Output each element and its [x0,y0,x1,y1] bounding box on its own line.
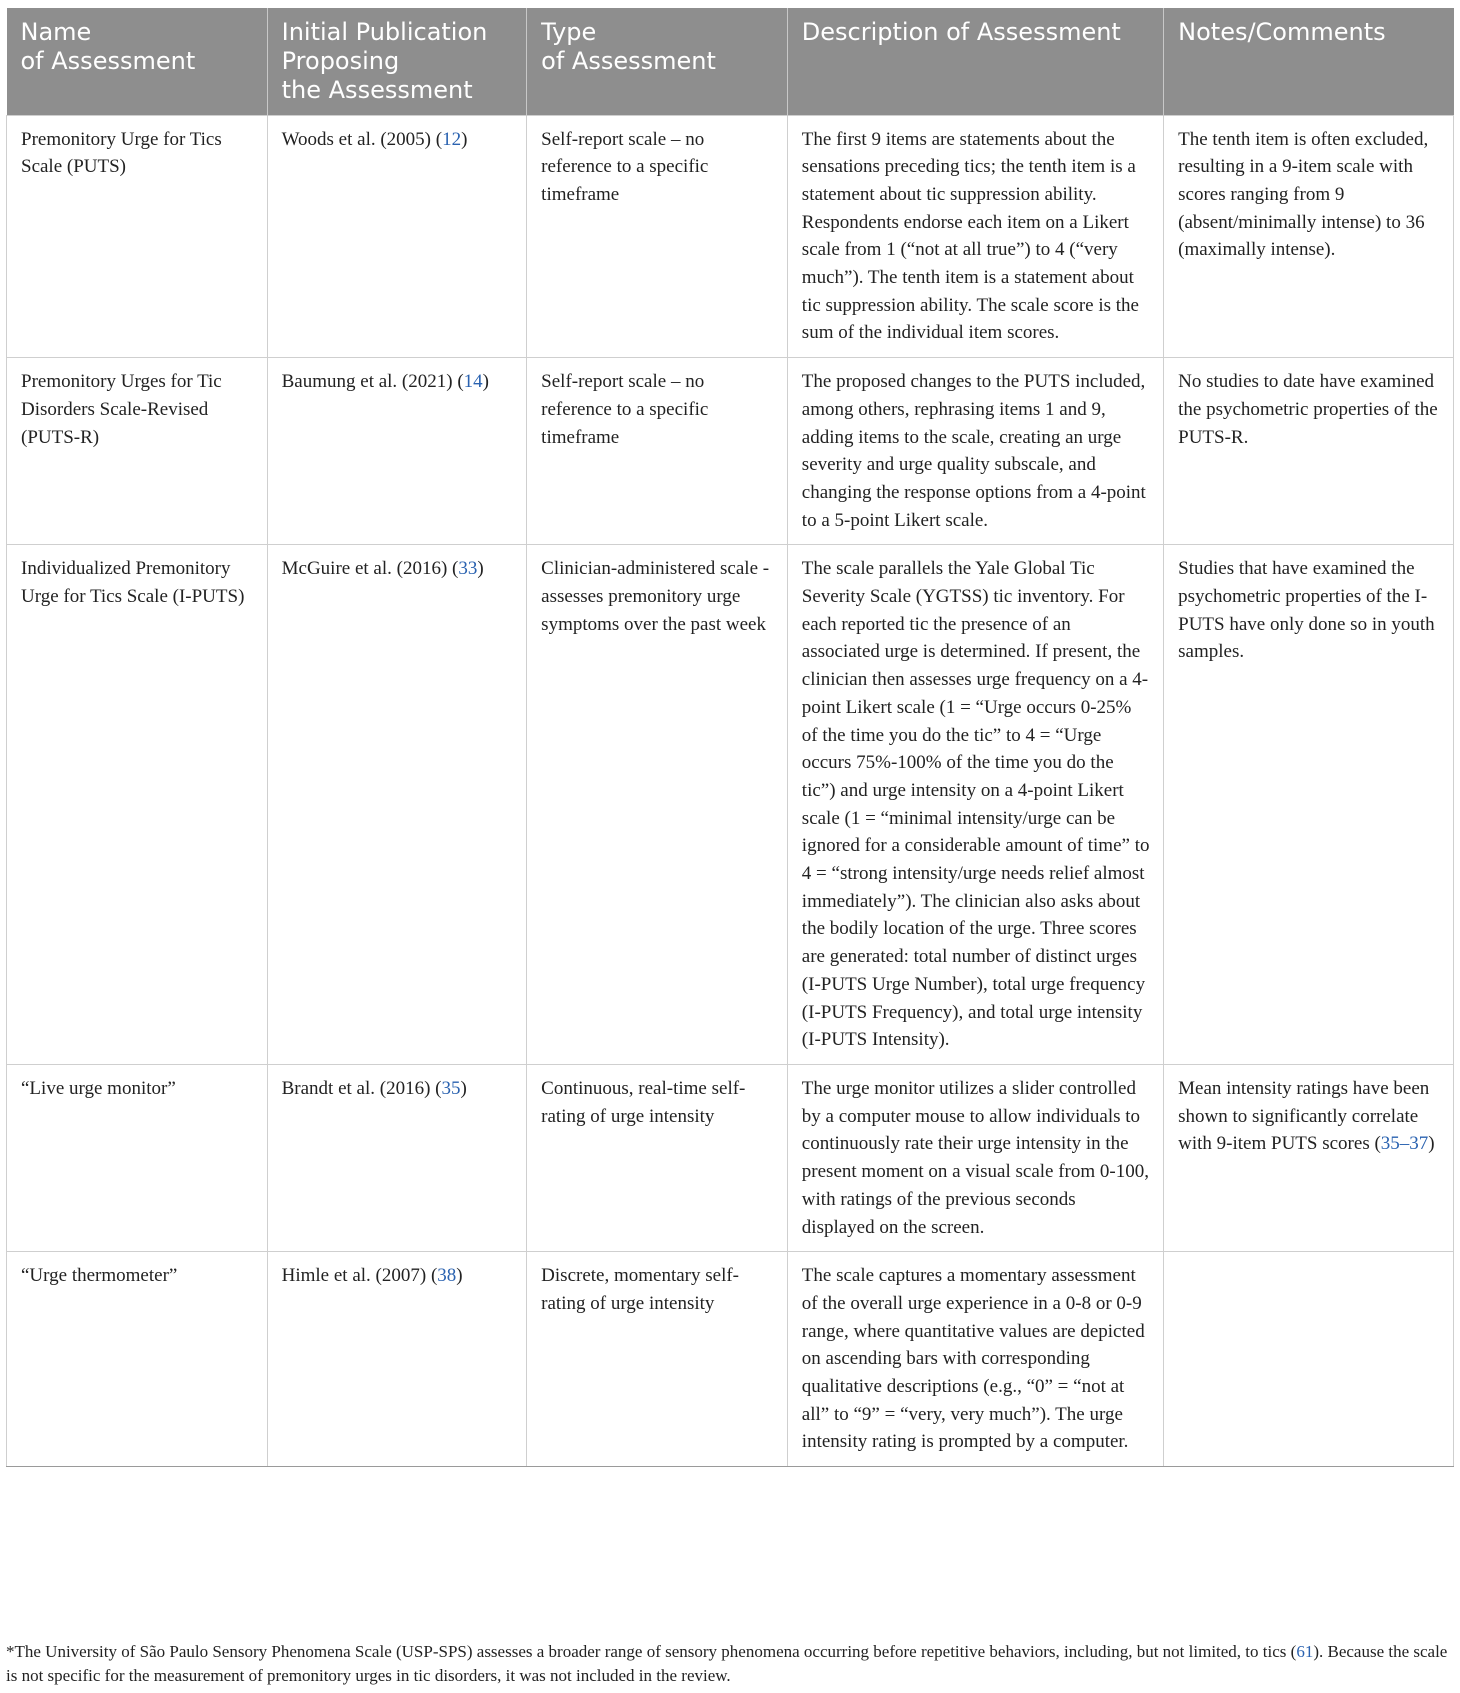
cell-description: The urge monitor utilizes a slider controlled by a computer mouse to allow individuals to continuously rate their urge intensity in the present moment on a visual scale from 0-100, with ratings of the previous seconds displayed on the screen. [787,1065,1163,1252]
footnote-text: *The University of São Paulo Sensory Phenomena Scale (USP-SPS) assesses a broader range of sensory phenomena occurring before repetitive behaviors, including, but not limited, to tics ( [6,1642,1297,1661]
table-row [7,358,1454,545]
citation-link[interactable]: 61 [1296,1642,1314,1661]
table-header-row [7,8,1454,115]
notes-text-end: ) [1428,1133,1435,1155]
cell-description: The scale parallels the Yale Global Tic Severity Scale (YGTSS) tic inventory. For each reported tic the presence of an associated urge is determined. If present, the clinician then assesses urge frequency on a 4-point Likert scale (1 = “Urge occurs 0-25% of the time you do the tic” to 4 = “Urge occurs 75%-100% of the time you do the tic”) and urge intensity on a 4-point Likert scale (1 = “minimal intensity/urge can be ignored for a considerable amount of time” to 4 = “strong intensity/urge needs relief almost immediately”). The clinician also asks about the bodily location of the urge. Three scores are generated: total number of distinct urges (I-PUTS Urge Number), total urge frequency (I-PUTS Frequency), and total urge intensity (I-PUTS Intensity). [787,545,1163,1065]
publication-text: Baumung et al. (2021) ( [281,371,464,393]
header-publication: Initial Publication Proposing the Assessment [267,8,527,115]
table-footnote [6,1640,1458,1688]
header-name: Name of Assessment [7,8,268,115]
cell-name: Premonitory Urges for Tic Disorders Scale-Revised (PUTS-R) [7,358,268,545]
cell-publication: Baumung et al. (2021) (14) [267,358,527,545]
cell-type: Self-report scale – no reference to a specific timeframe [527,115,788,358]
cell-type: Discrete, momentary self-rating of urge intensity [527,1252,788,1467]
cell-notes [1164,1065,1454,1252]
cell-description: The proposed changes to the PUTS included, among others, rephrasing items 1 and 9, adding items to the scale, creating an urge severity and urge quality subscale, and changing the response options from a 4-point to a 5-point Likert scale. [787,358,1163,545]
table-row [7,1065,1454,1252]
table-row [7,1252,1454,1467]
cell-publication: McGuire et al. (2016) (33) [267,545,527,1065]
cell-type: Clinician-administered scale - assesses premonitory urge symptoms over the past week [527,545,788,1065]
footnote-text-end: ). Because the scale is not specific for the measurement of premonitory urges in tic disorders, it was not included in the review. [6,1642,1448,1685]
publication-text: Woods et al. (2005) ( [281,128,443,150]
header-type: Type of Assessment [527,8,788,115]
citation-link[interactable]: 35–37 [1380,1133,1429,1155]
citation-link[interactable]: 12 [442,128,462,150]
cell-name: “Live urge monitor” [7,1065,268,1252]
cell-name: “Urge thermometer” [7,1252,268,1467]
header-notes: Notes/Comments [1164,8,1454,115]
cell-publication: Brandt et al. (2016) (35) [267,1065,527,1252]
citation-link[interactable]: 14 [463,371,483,393]
cell-notes: The tenth item is often excluded, resulting in a 9-item scale with scores ranging from 9 (absent/minimally intense) to 36 (maximally intense). [1164,115,1454,358]
publication-text: Brandt et al. (2016) ( [281,1078,442,1099]
header-description: Description of Assessment [787,8,1163,115]
cell-notes: No studies to date have examined the psychometric properties of the PUTS-R. [1164,358,1454,545]
cell-description: The scale captures a momentary assessment of the overall urge experience in a 0-8 or 0-9 range, where quantitative values are depicted on ascending bars with corresponding qualitative descriptions (e.g., “0” = “not at all” to “9” = “very, very much”). The urge intensity rating is prompted by a computer. [787,1252,1163,1467]
cell-notes: Studies that have examined the psychometric properties of the I-PUTS have only done so in youth samples. [1164,545,1454,1065]
citation-link[interactable]: 38 [437,1265,457,1287]
publication-text: McGuire et al. (2016) ( [281,558,459,580]
cell-publication: Woods et al. (2005) (12) [267,115,527,358]
citation-link[interactable]: 33 [458,558,478,580]
cell-notes [1164,1252,1454,1467]
cell-type: Continuous, real-time self-rating of urge intensity [527,1065,788,1252]
table-row [7,115,1454,358]
cell-publication: Himle et al. (2007) (38) [267,1252,527,1467]
cell-description: The first 9 items are statements about the sensations preceding tics; the tenth item is a statement about tic suppression ability. Respondents endorse each item on a Likert scale from 1 (“not at all true”) to 4 (“very much”). The tenth item is a statement about tic suppression ability. The scale score is the sum of the individual item scores. [787,115,1163,358]
cell-type: Self-report scale – no reference to a specific timeframe [527,358,788,545]
publication-text: Himle et al. (2007) ( [281,1265,438,1287]
assessment-table [6,8,1454,1467]
citation-link[interactable]: 35 [441,1078,461,1099]
notes-text: Mean intensity ratings have been shown to significantly correlate with 9-item PUTS scores ( [1178,1078,1430,1155]
table-row [7,545,1454,1065]
cell-name: Premonitory Urge for Tics Scale (PUTS) [7,115,268,358]
cell-name: Individualized Premonitory Urge for Tics Scale (I-PUTS) [7,545,268,1065]
